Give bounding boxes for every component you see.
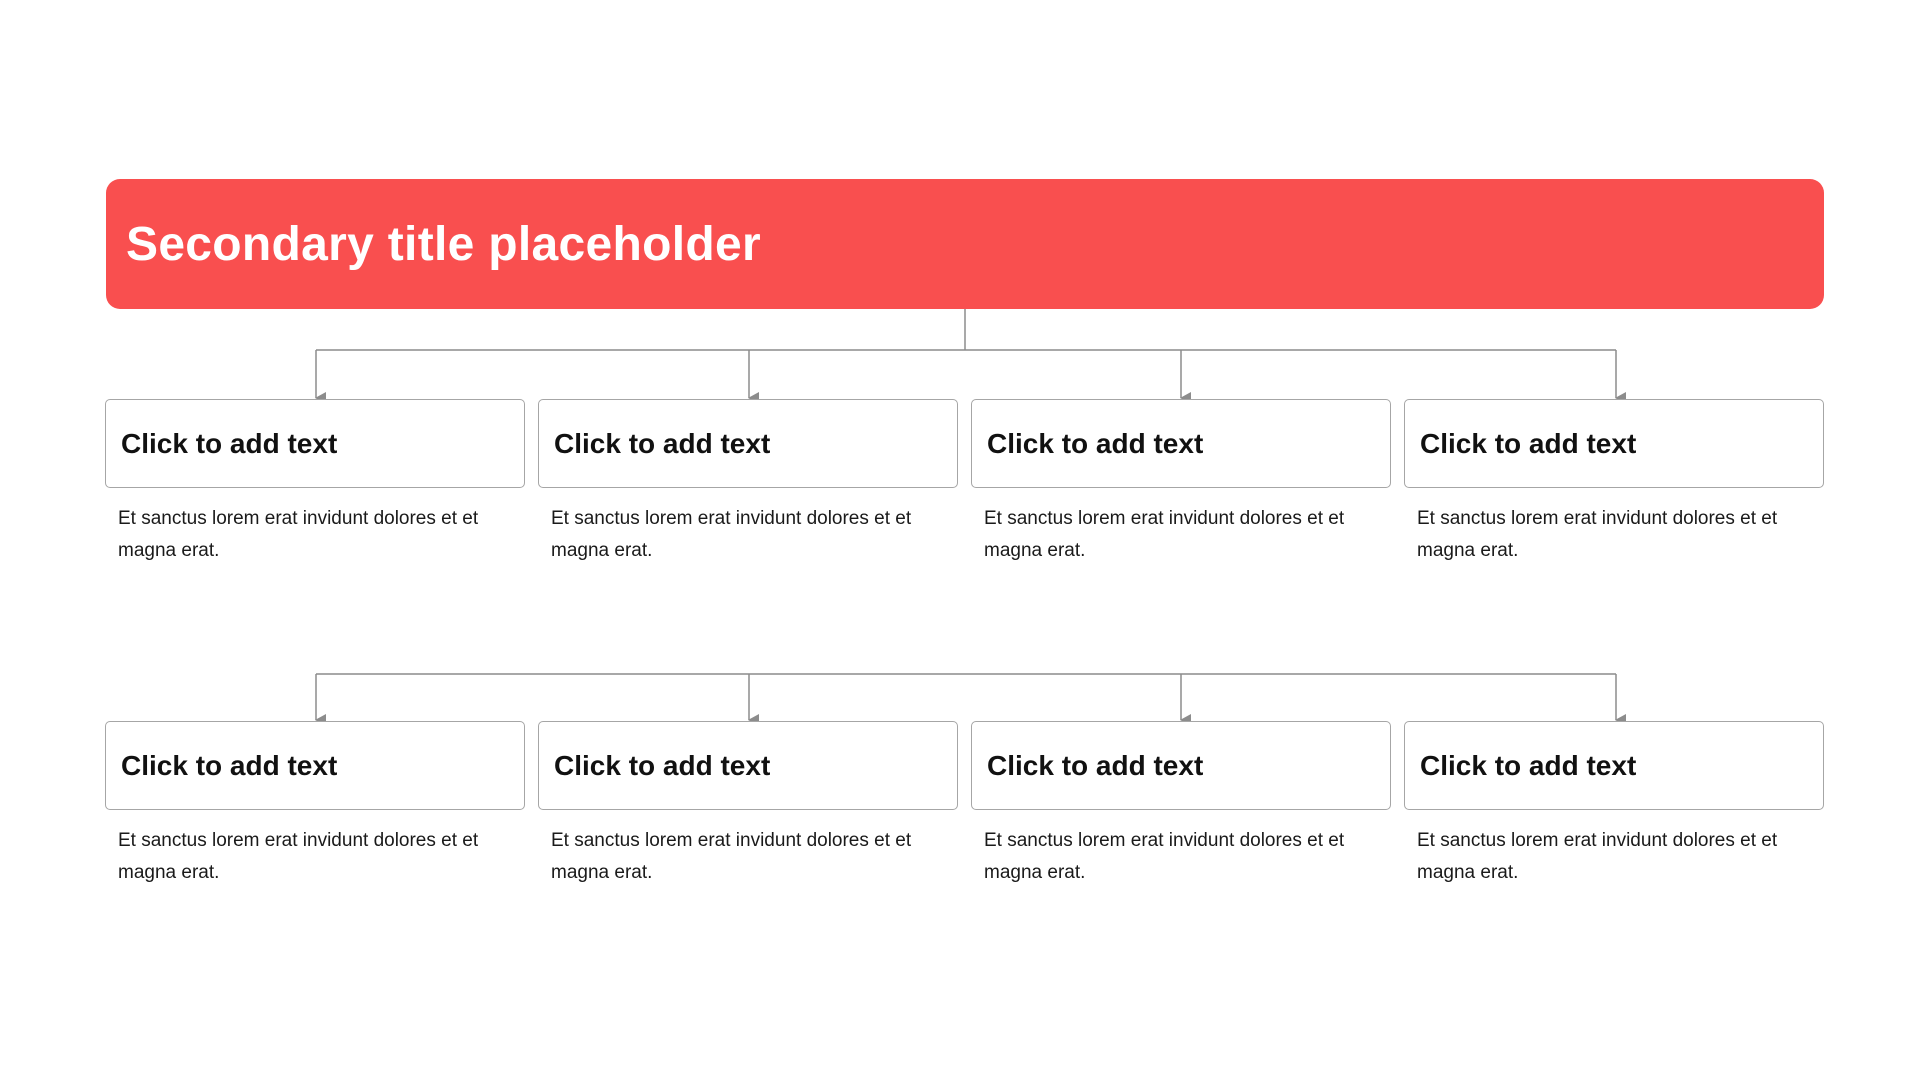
text-box-title: Click to add text	[121, 749, 338, 781]
text-box-title: Click to add text	[554, 427, 771, 459]
text-box-row-2-item-4[interactable]	[1404, 721, 1824, 810]
text-box-description: Et sanctus lorem erat invidunt dolores et et magna erat.	[551, 508, 912, 561]
text-box-row-1-item-4[interactable]	[1404, 399, 1824, 488]
text-box-title: Click to add text	[987, 427, 1204, 459]
text-box-description: Et sanctus lorem erat invidunt dolores et et magna erat.	[1417, 508, 1778, 561]
text-box-title: Click to add text	[987, 749, 1204, 781]
text-box-title: Click to add text	[1420, 749, 1637, 781]
text-box-row-1-item-1[interactable]	[105, 399, 525, 488]
text-box-description: Et sanctus lorem erat invidunt dolores et et magna erat.	[118, 508, 479, 561]
text-box-row-2-item-3[interactable]	[971, 721, 1391, 810]
text-box-description: Et sanctus lorem erat invidunt dolores et et magna erat.	[551, 830, 912, 883]
text-box-row-2-item-2[interactable]	[538, 721, 958, 810]
text-box-title: Click to add text	[554, 749, 771, 781]
text-box-description: Et sanctus lorem erat invidunt dolores et et magna erat.	[1417, 830, 1778, 883]
title-bar[interactable]	[106, 179, 1824, 309]
text-box-title: Click to add text	[1420, 427, 1637, 459]
text-box-description: Et sanctus lorem erat invidunt dolores et et magna erat.	[984, 508, 1345, 561]
text-box-description: Et sanctus lorem erat invidunt dolores et et magna erat.	[984, 830, 1345, 883]
slide-title: Secondary title placeholder	[126, 217, 761, 271]
text-box-title: Click to add text	[121, 427, 338, 459]
text-box-row-1-item-2[interactable]	[538, 399, 958, 488]
text-box-row-1-item-3[interactable]	[971, 399, 1391, 488]
text-box-description: Et sanctus lorem erat invidunt dolores et et magna erat.	[118, 830, 479, 883]
text-box-row-2-item-1[interactable]	[105, 721, 525, 810]
